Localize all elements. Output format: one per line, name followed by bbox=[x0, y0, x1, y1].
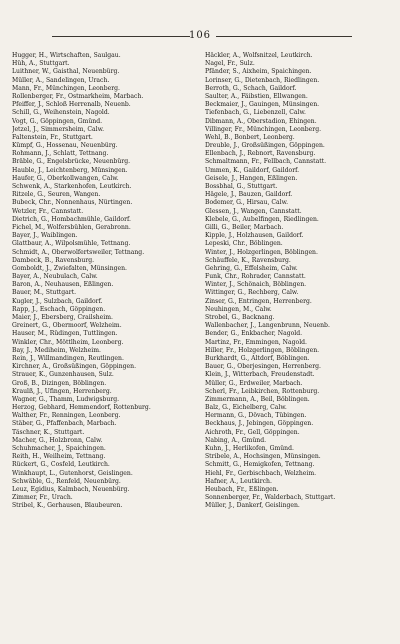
list-item: Dambeck, B., Ravensburg. bbox=[12, 256, 95, 264]
list-item: Kuhn, J., Herlikofen, Gmünd. bbox=[205, 445, 294, 452]
list-item: Villinger, Fr., Münchingen, Leonberg. bbox=[205, 125, 322, 133]
list-item: Schill, G., Weihenstein, Nagold. bbox=[12, 109, 110, 117]
header-rule-right bbox=[216, 36, 352, 37]
list-item: Schmitt, G., Hemigkofen, Tettnang. bbox=[205, 461, 315, 469]
page-number: 106 bbox=[188, 30, 212, 41]
list-item: Winter, J., Schönaich, Böblingen. bbox=[205, 281, 307, 289]
list-item: Baron, A., Neuhausen, Eßlingen. bbox=[12, 281, 114, 289]
list-item: Geisele, J., Hangen, Eßlingen. bbox=[205, 174, 298, 182]
list-item: Beckmaier, J., Gauingen, Münsingen. bbox=[205, 101, 320, 109]
list-item: Wehl, B., Bonbert, Leonberg. bbox=[205, 133, 295, 141]
list-item: Zimmermann, A., Beil, Böblingen. bbox=[205, 395, 310, 403]
list-item: Strobel, G., Backnang. bbox=[205, 314, 275, 321]
list-item: Beckhaus, J., Jebingen, Göppingen. bbox=[205, 420, 314, 428]
list-item: Aichroth, Fr., Gell, Göppingen. bbox=[205, 428, 300, 436]
list-item: Schwenk, A., Starkenhofen, Leutkirch. bbox=[12, 183, 132, 190]
list-item: Maier, J., Ebersberg, Crailsheim. bbox=[12, 314, 113, 321]
list-item: Wetzler, Fr., Cannstatt. bbox=[12, 207, 84, 215]
list-item: Hiller, Fr., Holzgerlingen, Böblingen. bbox=[205, 346, 320, 354]
list-item: Wallenbacher, J., Langenbrunn, Neuenb. bbox=[205, 322, 330, 330]
list-item: Zinser, G., Entringen, Herrenberg. bbox=[205, 297, 312, 305]
list-item: Tiefenbach, G., Liebenzell, Calw. bbox=[205, 109, 306, 117]
list-item: Rein, J., Willmandingen, Reutlingen. bbox=[12, 354, 124, 362]
list-item: Fichel, M., Wolfersbühlen, Gerabronn. bbox=[12, 223, 131, 231]
list-item: Pfeiffer, J., Schloß Herrenalb, Neuenb. bbox=[12, 101, 131, 109]
list-item: Ummen, K., Gaildorf, Gaildorf. bbox=[205, 166, 300, 174]
list-item: Wittinger, G., Rechberg, Calw. bbox=[205, 289, 299, 297]
list-item: Walther, Fr., Renningen, Leonberg. bbox=[12, 412, 121, 420]
list-item: Bräble, G., Engelsbrücke, Neuenbürg. bbox=[12, 158, 131, 166]
list-item: Reith, H., Weilheim, Tettnang. bbox=[12, 453, 106, 461]
list-item: Bayer, A., Neubulach, Calw. bbox=[12, 273, 98, 281]
list-item: Bay, J., Mediheim, Welzheim. bbox=[12, 346, 101, 354]
list-item: Saulter, A., Fäibstien, Ellwangen. bbox=[205, 92, 308, 100]
list-item: Hafner, A., Leutkirch. bbox=[205, 477, 272, 485]
list-item: Bauer, G., Oberjesingen, Herrenberg. bbox=[205, 363, 321, 371]
list-item: Schwäble, G., Renfeld, Neuenbürg. bbox=[12, 477, 121, 485]
list-item: Scherl, Fr., Leibkirchen, Rottenburg. bbox=[205, 387, 320, 395]
list-item: Bayer, J., Waiblingen. bbox=[12, 232, 78, 240]
list-item: Müller, A., Sandelingen, Urach. bbox=[12, 76, 110, 84]
list-item: Hauser, M., Rüdingen, Tuttlingen. bbox=[12, 330, 118, 338]
list-item: Burkhardt, G., Altdorf, Böblingen. bbox=[205, 354, 310, 362]
list-item: Nagel, Fr., Sulz. bbox=[205, 60, 255, 68]
list-item: Schmidt, A., Oberwolfertsweiler, Tettnang. bbox=[12, 248, 145, 256]
list-item: Kraulß, J., Ufingen, Herrenberg. bbox=[12, 387, 112, 395]
list-item: Vogt, G., Göppingen, Gmünd. bbox=[12, 117, 103, 125]
list-item: Täschner, K., Stuttgart. bbox=[12, 428, 85, 436]
list-item: Hiehl, Fr., Gerbischbach, Welzheim. bbox=[205, 469, 317, 477]
list-item: Faltenstein, Fr., Stuttgart. bbox=[12, 133, 93, 141]
list-item: Klein, J., Witterbach, Freudenstadt. bbox=[205, 371, 315, 379]
list-item: Funk, Chr., Rohrader, Cannstatt. bbox=[205, 273, 306, 281]
list-item: Hüh, A., Stuttgart. bbox=[12, 60, 70, 68]
left-column bbox=[12, 52, 198, 511]
list-item: Kugler, J., Sulzbach, Gaildorf. bbox=[12, 297, 103, 305]
list-item: Müller, J., Dankerf, Geislingen. bbox=[205, 502, 300, 510]
list-item: Pfänder, S., Aixheim, Spaichingen. bbox=[205, 68, 312, 76]
list-item: Hägele, J., Bauzen, Gaildorf. bbox=[205, 191, 293, 199]
list-item: Winter, J., Holzgerlingen, Böblingen. bbox=[205, 248, 318, 256]
list-item: Rapp, J., Eschach, Göppingen. bbox=[12, 305, 106, 313]
list-item: Dibmann, A., Oberstadion, Ehingen. bbox=[205, 117, 317, 125]
list-item: Rückert, G., Cosfeld, Leutkirch. bbox=[12, 461, 110, 469]
list-item: Nabing, A., Gmünd. bbox=[205, 436, 267, 444]
list-item: Macher, G., Holzbronn, Calw. bbox=[12, 436, 103, 444]
list-item: Bauer, M., Stuttgart. bbox=[12, 289, 77, 297]
list-item: Hauble, J., Leichtenberg, Münsingen. bbox=[12, 166, 128, 174]
list-item: Kipple, J., Holzhausen, Gaildorf. bbox=[205, 232, 304, 240]
list-item: Bender, G., Enkbacher, Nagold. bbox=[205, 330, 303, 338]
list-item: Dreuble, J., Großsüßingen, Göppingen. bbox=[205, 142, 325, 150]
list-item: Bossbhal, G., Stuttgart. bbox=[205, 183, 278, 190]
list-item: Hermann, G., Dövach, Tübingen. bbox=[205, 412, 307, 420]
list-item: Berroth, G., Schach, Gaildorf. bbox=[205, 84, 297, 92]
list-item: Wagner, G., Thamm, Ludwigsburg. bbox=[12, 395, 120, 403]
list-item: Bubeck, Chr., Nonnenhaus, Nürtingen. bbox=[12, 199, 133, 207]
right-column bbox=[205, 52, 393, 511]
list-item: Groß, B., Dizingen, Böblingen. bbox=[12, 379, 107, 387]
list-item: Ellenbach, J., Rebnort, Ravensburg. bbox=[205, 150, 316, 158]
list-item: Winkler, Chr., Möttlheim, Leonberg. bbox=[12, 338, 124, 346]
list-item: Herzog, Gebhard, Hemmendorf, Rottenburg. bbox=[12, 404, 151, 412]
list-item: Balz, G., Eichelberg, Calw. bbox=[205, 404, 287, 412]
list-item: Stribele, A., Hochsingen, Münsingen. bbox=[205, 453, 321, 461]
list-item: Glessen, J., Wangen, Cannstatt. bbox=[205, 207, 302, 215]
list-item: Dietrich, G., Hombachmühle, Gaildorf. bbox=[12, 215, 131, 223]
list-item: Rohmann, J., Schlatt, Tettnang. bbox=[12, 150, 109, 158]
list-item: Müller, G., Erdweiler, Marbach. bbox=[205, 379, 303, 387]
list-item: Häckler, A., Wolfsnitzel, Leutkirch. bbox=[205, 52, 313, 59]
list-item: Klebele, G., Aubelfingen, Riedlingen. bbox=[205, 215, 319, 223]
list-item: Gomboldt, J., Zwiefalten, Münsingen. bbox=[12, 264, 127, 272]
list-item: Luithner, W., Gaisthal, Neuenbürg. bbox=[12, 68, 120, 76]
list-item: Lepeski, Chr., Böblingen. bbox=[205, 240, 283, 248]
list-item: Bodemer, G., Hirsau, Calw. bbox=[205, 199, 289, 207]
list-item: Stäber, G., Pfaffenbach, Marbach. bbox=[12, 420, 117, 428]
list-item: Schäuffele, K., Ravensburg. bbox=[205, 256, 291, 264]
list-item: Glattbaur, A., Wilpolsmühle, Tettnang. bbox=[12, 240, 131, 248]
list-item: Neuhingen, M., Calw. bbox=[205, 305, 272, 313]
list-item: Ritzele, G., Seuren, Wangen. bbox=[12, 191, 101, 199]
list-item: Rollenberger, Fr., Ostmarkheim, Marbach. bbox=[12, 92, 144, 100]
list-item: Hugger, H., Wirtschaften, Saulgau. bbox=[12, 52, 121, 59]
list-item: Stribel, K., Gerhausen, Blaubeuren. bbox=[12, 502, 123, 510]
list-item: Sonnenberger, Fr., Walderbach, Stuttgart. bbox=[205, 494, 336, 502]
list-item: Schmaltmann, Fr., Fellbach, Cannstatt. bbox=[205, 158, 327, 166]
list-item: Kümpf, G., Hossenau, Neuenbürg. bbox=[12, 142, 118, 150]
list-item: Heubach, Fr., Eßlingen. bbox=[205, 485, 279, 493]
list-item: Haufer, G., Oberkollwangen, Calw. bbox=[12, 174, 119, 182]
list-item: Greinert, G., Obermoorf, Welzheim. bbox=[12, 322, 122, 330]
list-item: Strauer, K., Gunzenhausen, Sulz. bbox=[12, 371, 114, 379]
list-item: Gehring, G., Effelsheim, Calw. bbox=[205, 264, 298, 272]
list-item: Zimmer, Fr., Urach. bbox=[12, 494, 73, 502]
list-item: Winkhaupt, L., Gutenhorst, Geislingen. bbox=[12, 469, 133, 477]
list-item: Mann, Fr., Münchingen, Leonberg. bbox=[12, 84, 120, 92]
list-item: Martinz, Fr., Emmingen, Nagold. bbox=[205, 338, 307, 346]
list-item: Gilli, G., Beiler, Marbach. bbox=[205, 223, 284, 231]
list-item: Schuhmacher, J., Spaichingen. bbox=[12, 445, 106, 452]
list-item: Kirchner, A., Großsüßingen, Göppingen. bbox=[12, 363, 137, 371]
list-item: Lorinser, G., Dietenbach, Riedlingen. bbox=[205, 76, 320, 84]
list-item: Jetzel, J., Simmersheim, Calw. bbox=[12, 125, 105, 133]
list-item: Leuz, Egidius, Kalmbach, Neuenbürg. bbox=[12, 485, 130, 493]
